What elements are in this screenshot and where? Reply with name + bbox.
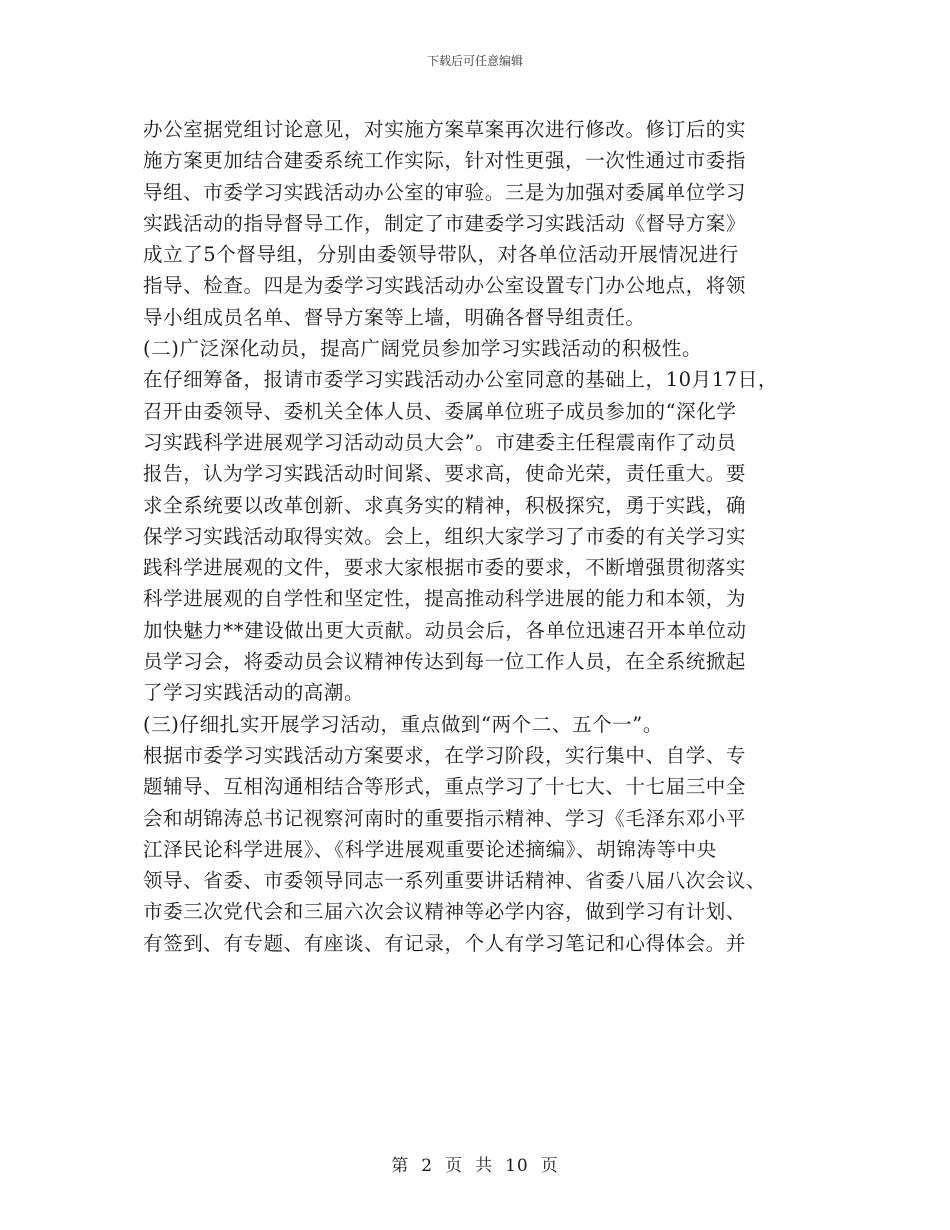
body-line: 习实践科学进展观学习活动动员大会”。市建委主任程震南作了动员 bbox=[143, 430, 737, 454]
body-line: 求全系统要以改革创新、求真务实的精神，积极探究，勇于实践，确 bbox=[143, 493, 747, 517]
page-number-footer bbox=[0, 1155, 950, 1177]
section-heading: (三)仔细扎实开展学习活动，重点做到“两个二、五个一”。 bbox=[143, 712, 663, 736]
body-line: 市委三次党代会和三届六次会议精神等必学内容，做到学习有计划、 bbox=[143, 900, 747, 924]
body-line: 成立了5个督导组，分别由委领导带队，对各单位活动开展情况进行 bbox=[143, 243, 739, 267]
footer-word: 页 bbox=[540, 1156, 559, 1176]
body-line: 题辅导、互相沟通相结合等形式，重点学习了十七大、十七届三中全 bbox=[143, 775, 747, 799]
section-heading: (二)广泛深化动员，提高广阔党员参加学习实践活动的积极性。 bbox=[143, 337, 703, 361]
body-line: 导组、市委学习实践活动办公室的审验。三是为加强对委属单位学习 bbox=[143, 180, 747, 204]
body-line: 施方案更加结合建委系统工作实际，针对性更强，一次性通过市委指 bbox=[143, 149, 747, 173]
total-page-count: 10 bbox=[505, 1156, 529, 1176]
footer-word: 共 bbox=[475, 1156, 494, 1176]
body-line: 实践活动的指导督导工作，制定了市建委学习实践活动《督导方案》 bbox=[143, 211, 747, 235]
body-line: 加快魅力**建设做出更大贡献。动员会后，各单位迅速召开本单位动 bbox=[143, 618, 747, 642]
body-line: 保学习实践活动取得实效。会上，组织大家学习了市委的有关学习实 bbox=[143, 524, 747, 548]
body-line: 江泽民论科学进展》、《科学进展观重要论述摘编》、胡锦涛等中央 bbox=[143, 837, 717, 861]
body-line: 了学习实践活动的高潮。 bbox=[143, 681, 365, 705]
body-line: 员学习会，将委动员会议精神传达到每一位工作人员，在全系统掀起 bbox=[143, 650, 747, 674]
page-header-note: 下载后可任意编辑 bbox=[426, 54, 523, 68]
body-line: 指导、检查。四是为委学习实践活动办公室设置专门办公地点，将领 bbox=[143, 274, 747, 298]
body-line: 根据市委学习实践活动方案要求，在学习阶段，实行集中、自学、专 bbox=[143, 743, 747, 767]
body-line: 办公室据党组讨论意见，对实施方案草案再次进行修改。修订后的实 bbox=[143, 118, 747, 141]
body-line: 科学进展观的自学性和坚定性，提高推动科学进展的能力和本领，为 bbox=[143, 587, 747, 611]
footer-word: 第 bbox=[391, 1156, 410, 1176]
body-line: 在仔细筹备，报请市委学习实践活动办公室同意的基础上，10月17日， bbox=[143, 368, 778, 392]
body-line: 领导、省委、市委领导同志一系列重要讲话精神、省委八届八次会议、 bbox=[143, 869, 767, 893]
body-line: 导小组成员名单、督导方案等上墙，明确各督导组责任。 bbox=[143, 305, 646, 329]
body-line: 报告，认为学习实践活动时间紧、要求高，使命光荣，责任重大。要 bbox=[143, 462, 747, 486]
footer-word: 页 bbox=[445, 1156, 464, 1176]
document-body bbox=[143, 114, 823, 959]
body-line: 践科学进展观的文件，要求大家根据市委的要求，不断增强贯彻落实 bbox=[143, 556, 747, 580]
current-page-number: 2 bbox=[421, 1156, 434, 1176]
body-line: 会和胡锦涛总书记视察河南时的重要指示精神、学习《毛泽东邓小平 bbox=[143, 806, 747, 830]
body-line: 有签到、有专题、有座谈、有记录，个人有学习笔记和心得体会。并 bbox=[143, 931, 747, 955]
body-line: 召开由委领导、委机关全体人员、委属单位班子成员参加的“深化学 bbox=[143, 399, 737, 423]
